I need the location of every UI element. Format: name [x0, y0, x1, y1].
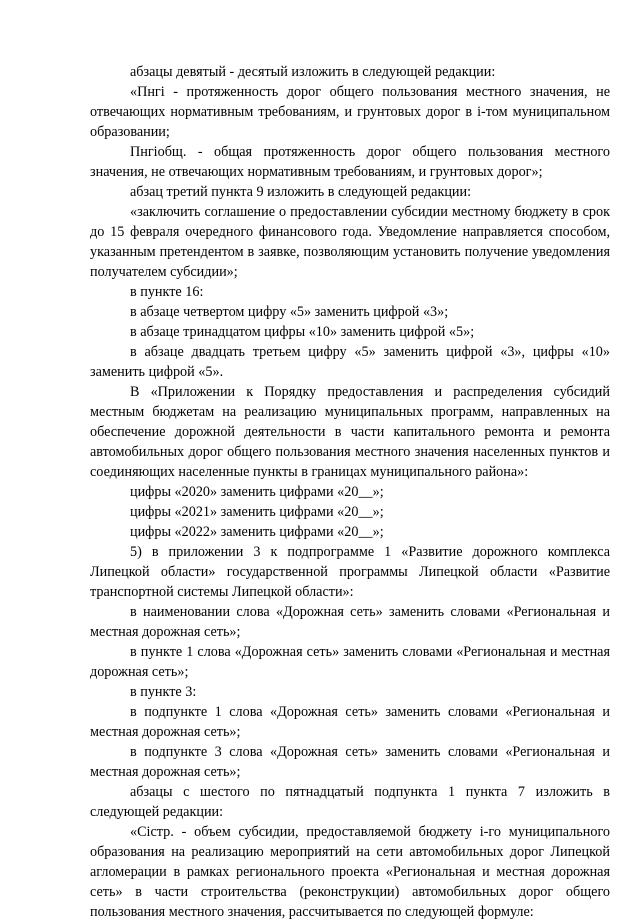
paragraph: в абзаце тринадцатом цифры «10» заменить цифрой «5»; [130, 324, 475, 340]
paragraph: абзацы с шестого по пятнадцатый подпункта 1 пункта 7 изложить в следующей редакции: [90, 784, 610, 820]
paragraph: абзацы девятый - десятый изложить в следующей редакции: [130, 64, 496, 80]
paragraph: абзац третий пункта 9 изложить в следующей редакции: [130, 184, 472, 200]
document-page [90, 62, 610, 922]
paragraph: цифры «2022» заменить цифрами «20__»; [130, 524, 384, 540]
paragraph: цифры «2020» заменить цифрами «20__»; [130, 484, 384, 500]
paragraph: в пункте 3: [130, 684, 197, 700]
paragraph: 5) в приложении 3 к подпрограмме 1 «Развитие дорожного комплекса Липецкой области» государственной программы Липецкой области «Развитие транспортной системы Липецкой области»: [90, 544, 610, 600]
paragraph: в абзаце четвертом цифру «5» заменить цифрой «3»; [130, 304, 449, 320]
paragraph: в наименовании слова «Дорожная сеть» заменить словами «Региональная и местная дорожная сеть»; [90, 604, 610, 640]
paragraph: в абзаце двадцать третьем цифру «5» заменить цифрой «3», цифры «10» заменить цифрой «5». [90, 344, 610, 380]
paragraph: в пункте 16: [130, 284, 204, 300]
paragraph: «Пнгi - протяженность дорог общего пользования местного значения, не отвечающих нормативным требованиям, и грунтовых дорог в i-том муниципальном образовании; [90, 84, 610, 140]
paragraph: в подпункте 1 слова «Дорожная сеть» заменить словами «Региональная и местная дорожная сеть»; [90, 704, 610, 740]
paragraph: в подпункте 3 слова «Дорожная сеть» заменить словами «Региональная и местная дорожная сеть»; [90, 744, 610, 780]
paragraph: цифры «2021» заменить цифрами «20__»; [130, 504, 384, 520]
paragraph: «заключить соглашение о предоставлении субсидии местному бюджету в срок до 15 февраля очередного финансового года. Уведомление направляется способом, указанным претендентом в заявке, позволяющим установить получение уведомления получателем субсидии»; [90, 204, 610, 280]
paragraph: В «Приложении к Порядку предоставления и распределения субсидий местным бюджетам на реализацию муниципальных программ, направленных на обеспечение дорожной деятельности в части капитального ремонта и ремонта автомобильных дорог общего пользования местного значения населенных пунктов и соединяющих населенные пункты в границах муниципального района»: [90, 384, 610, 480]
paragraph: Пнгiобщ. - общая протяженность дорог общего пользования местного значения, не отвечающих нормативным требованиям, и грунтовых дорог»; [90, 144, 610, 180]
paragraph: в пункте 1 слова «Дорожная сеть» заменить словами «Региональная и местная дорожная сеть»; [90, 644, 610, 680]
paragraph: «Сiстр. - объем субсидии, предоставляемой бюджету i-го муниципального образования на реализацию мероприятий на сети автомобильных дорог Липецкой агломерации в рамках регионального проекта «Региональная и местная дорожная сеть» в части строительства (реконструкции) автомобильных дорог общего пользования местного значения, рассчитывается по следующей формуле: [90, 824, 610, 920]
